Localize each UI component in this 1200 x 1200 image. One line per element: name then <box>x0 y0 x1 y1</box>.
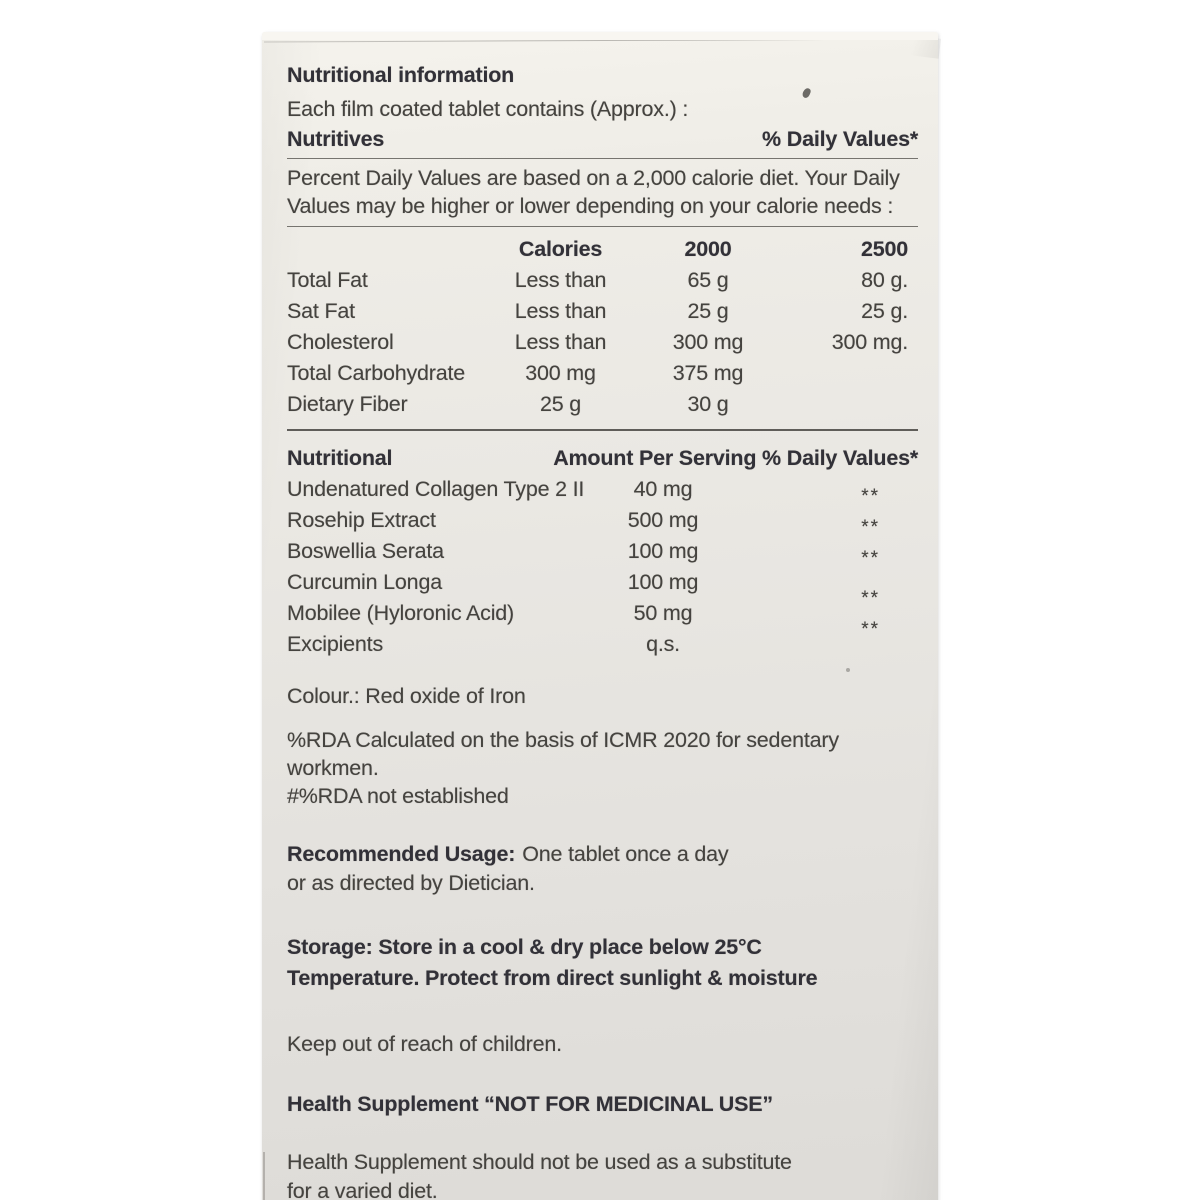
table-cell: 375 mg <box>672 361 744 385</box>
substitute-note <box>287 1148 918 1200</box>
nutritives-header-row <box>287 125 918 159</box>
table-cell: 300 mg. <box>831 330 908 354</box>
table-cell: Nutritional <box>287 446 393 470</box>
daily-values-note <box>287 164 918 227</box>
rda-note-line2: workmen. <box>287 756 379 780</box>
table-row <box>287 358 918 389</box>
table-cell: 25 g <box>687 299 729 323</box>
calorie-guideline-table <box>287 234 918 431</box>
table-cell: Less than <box>514 299 607 323</box>
table-cell: 300 mg <box>525 361 596 385</box>
storage-line1: Storage: Store in a cool & dry place below 25°C <box>287 935 762 959</box>
label-title: Nutritional information <box>287 63 515 87</box>
table-row <box>287 505 918 536</box>
table-row <box>287 389 918 420</box>
table-cell: 300 mg <box>672 330 744 354</box>
substitute-note-line2: for a varied diet. <box>287 1179 438 1200</box>
table-cell: 100 mg <box>627 570 699 594</box>
supplement-facts-table <box>287 443 918 660</box>
recommended-usage <box>287 840 918 898</box>
table-cell: 100 mg <box>627 539 699 563</box>
daily-values-heading: % Daily Values* <box>762 127 918 151</box>
substitute-note-line1: Health Supplement should not be used as a substitute <box>287 1150 792 1174</box>
table-cell: 25 g. <box>861 299 908 323</box>
usage-label: Recommended Usage: <box>287 842 516 866</box>
rda-note-line3: #%RDA not established <box>287 784 509 808</box>
table-cell: 30 g <box>687 392 729 416</box>
supplement-table-header <box>287 443 918 474</box>
daily-values-note-line1: Percent Daily Values are based on a 2,000 calorie diet. Your Daily <box>287 166 900 190</box>
package-edge-shadow <box>263 1152 265 1200</box>
keep-out-of-reach-note: Keep out of reach of children. <box>287 1032 562 1056</box>
table-cell: 25 g <box>539 392 582 416</box>
table-cell: Less than <box>514 268 607 292</box>
table-cell: Curcumin Longa <box>287 570 442 594</box>
table-row <box>287 296 918 327</box>
table-row <box>287 567 918 609</box>
table-cell: 2000 <box>684 237 732 261</box>
table-row <box>287 474 918 505</box>
table-cell: Calories <box>518 237 603 261</box>
table-cell: Total Fat <box>287 268 368 292</box>
usage-text: One tablet once a day <box>522 842 729 866</box>
table-row <box>287 536 918 567</box>
storage-line2: Temperature. Protect from direct sunlight & moisture <box>287 966 818 990</box>
table-cell: ** <box>861 587 880 609</box>
table-cell: Dietary Fiber <box>287 392 408 416</box>
table-cell: q.s. <box>646 632 680 656</box>
table-row <box>287 265 918 296</box>
print-speck-small <box>846 668 850 672</box>
table-cell: Excipients <box>287 632 383 656</box>
label-subtitle: Each film coated tablet contains (Approx.) : <box>287 97 689 121</box>
nutritives-heading: Nutritives <box>287 127 385 151</box>
table-cell: ** <box>861 618 880 640</box>
table-cell: 80 g. <box>861 268 908 292</box>
calorie-table-header <box>287 234 918 265</box>
table-cell: Rosehip Extract <box>287 508 436 532</box>
table-cell: Less than <box>514 330 607 354</box>
colour-note: Colour.: Red oxide of Iron <box>287 684 526 708</box>
table-cell: ** <box>861 485 880 507</box>
table-cell: Undenatured Collagen Type 2 II <box>287 477 585 501</box>
table-cell: Total Carbohydrate <box>287 361 466 385</box>
usage-line2: or as directed by Dietician. <box>287 871 535 895</box>
table-cell: Mobilee (Hyloronic Acid) <box>287 601 515 625</box>
table-row <box>287 327 918 358</box>
daily-values-note-line2: Values may be higher or lower depending on your calorie needs : <box>287 194 894 218</box>
storage-instructions <box>287 932 918 994</box>
table-cell: ** <box>861 547 880 569</box>
package-panel <box>262 32 938 1200</box>
box-fold-corner <box>893 33 941 58</box>
table-cell: ** <box>861 516 880 538</box>
usage-line1 <box>287 840 918 869</box>
table-cell: Boswellia Serata <box>287 539 444 563</box>
table-cell: 500 mg <box>627 508 699 532</box>
rda-note <box>287 726 918 810</box>
table-cell: Amount Per Serving % Daily Values* <box>553 446 918 470</box>
table-cell: 50 mg <box>633 601 693 625</box>
health-supplement-statement: Health Supplement “NOT FOR MEDICINAL USE” <box>287 1092 773 1116</box>
table-cell: 2500 <box>860 237 908 261</box>
table-cell: 40 mg <box>633 477 693 501</box>
table-cell: 65 g <box>687 268 729 292</box>
table-cell: Cholesterol <box>287 330 394 354</box>
table-cell: Sat Fat <box>287 299 355 323</box>
rda-note-line1: %RDA Calculated on the basis of ICMR 2020 for sedentary <box>287 728 839 752</box>
